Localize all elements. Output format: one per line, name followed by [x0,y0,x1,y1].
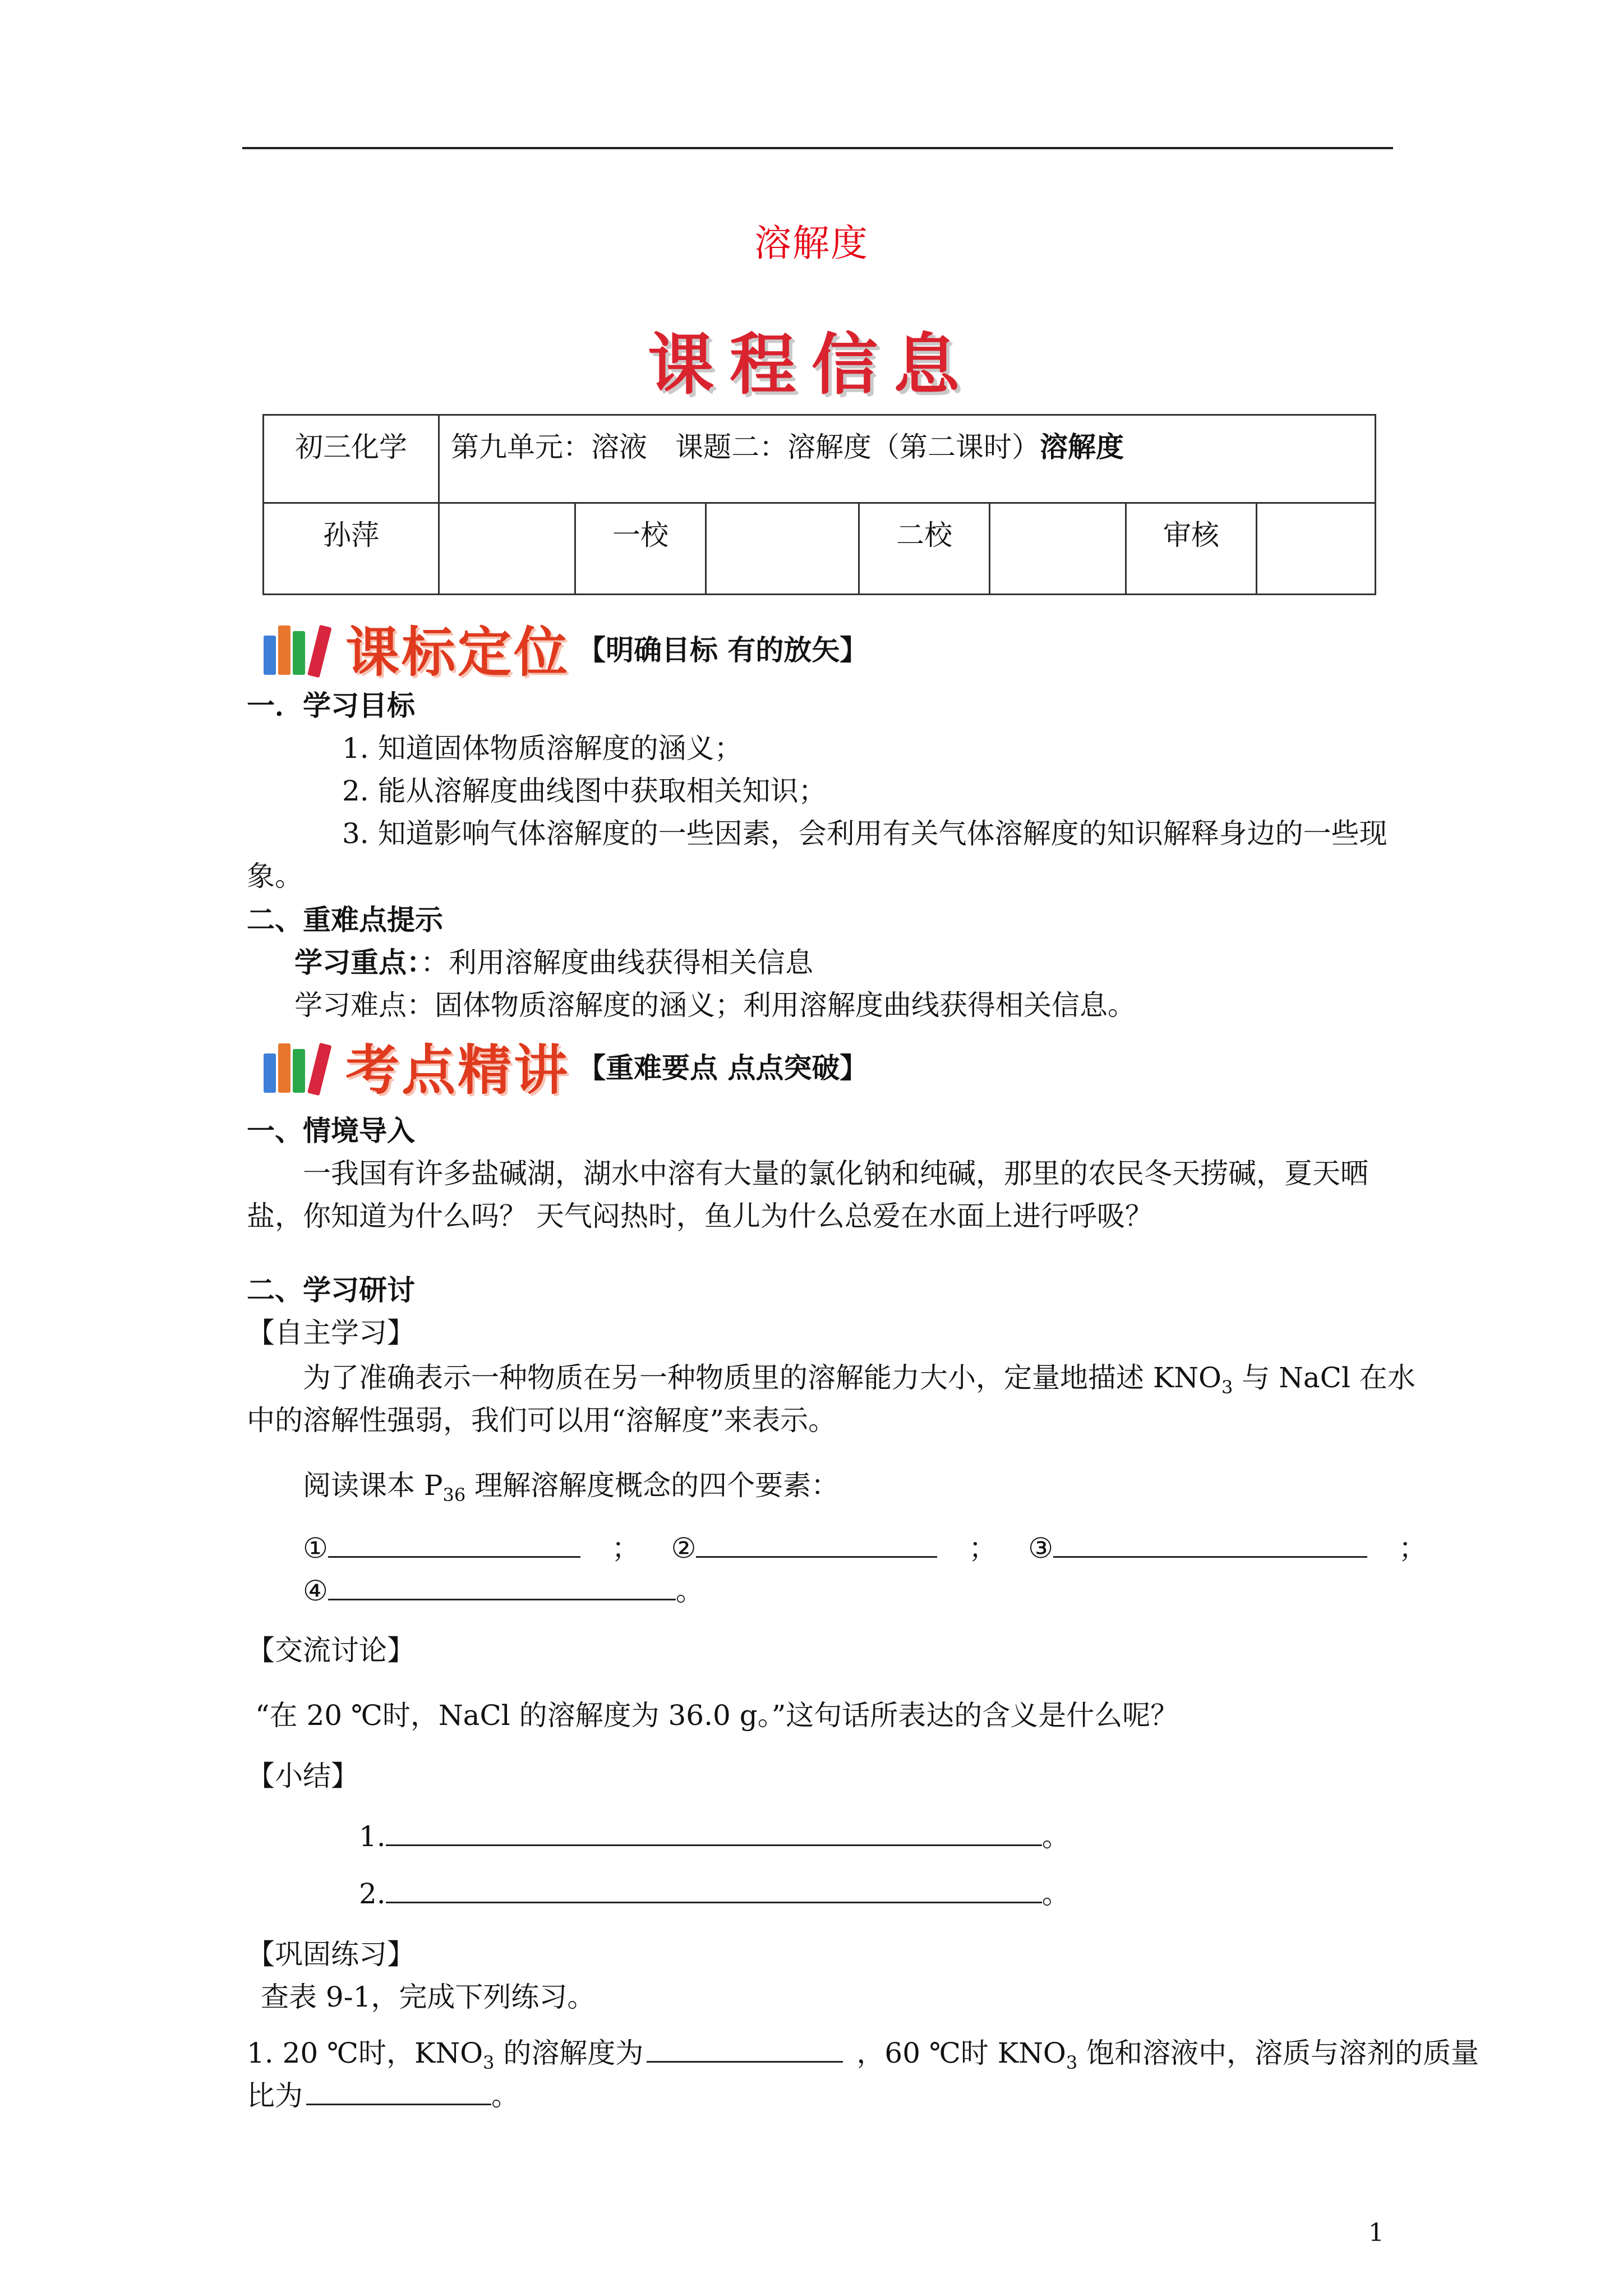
question-1-line-2 [247,2074,519,2117]
difficulty-line: 学习难点：固体物质溶解度的涵义；利用溶解度曲线获得相关信息。 [294,989,1136,1022]
section-banner-main: 考点精讲 [345,1038,570,1102]
read-text: 阅读课本 P [303,1469,443,1502]
summary-number: 1. [359,1820,386,1853]
header-rule [242,147,1393,149]
page-number: 1 [1368,2219,1384,2247]
school2-value-cell [990,503,1126,595]
separator: ； [1399,1532,1427,1565]
goals-heading: 一．学习目标 [247,689,415,722]
elements-line-1 [303,1527,1427,1570]
self-study-line: 中的溶解性强弱，我们可以用“溶解度”来表示。 [247,1404,837,1437]
marker-4: ④ [303,1575,328,1607]
summary-line-1 [359,1815,1070,1858]
summary-blank-1[interactable] [386,1819,1042,1846]
subscript: 3 [1221,1377,1233,1398]
answer-blank-2[interactable] [696,1530,937,1558]
q1-text: ，60 ℃时 KNO [856,2037,1066,2069]
author-value-cell [439,503,575,595]
focus-label: 学习重点： [294,946,421,979]
q1-text: 的溶解度为 [494,2037,644,2069]
unit-bold-text: 溶解度 [1040,430,1124,463]
page-title: 溶解度 [754,222,869,265]
keypoints-heading: 二、重难点提示 [247,904,443,936]
elements-line-2 [303,1570,704,1612]
unit-cell [439,415,1376,503]
goal-item-cont: 象。 [247,860,303,892]
period: 。 [1041,1878,1070,1910]
self-study-title: 【自主学习】 [247,1317,415,1349]
course-info-table [262,414,1376,595]
practice-title: 【巩固练习】 [247,1938,415,1971]
goal-item: 2. 能从溶解度曲线图中获取相关知识； [342,775,827,807]
period: 。 [675,1575,704,1607]
q1-text: 比为 [247,2079,303,2112]
section-banner-keypoints [264,1032,868,1102]
intro-heading: 一、情境导入 [247,1115,415,1147]
self-study-text: 为了准确表示一种物质在另一种物质里的溶解能力大小，定量地描述 KNO [303,1361,1221,1394]
books-icon [264,621,331,675]
course-info-banner [0,311,1623,407]
period: 。 [1041,1820,1070,1853]
section-banner-sub: 【明确目标 有的放矢】 [578,634,868,666]
summary-title: 【小结】 [247,1760,359,1792]
separator: ； [611,1532,640,1565]
review-cell: 审核 [1126,503,1257,595]
review-value-cell [1257,503,1376,595]
course-info-banner-text: 课程信息 [647,326,975,403]
school2-cell: 二校 [859,503,990,595]
q1-text: 1. 20 ℃时，KNO [247,2037,483,2069]
marker-1: ① [303,1532,328,1565]
books-icon [264,1039,331,1093]
intro-line: 一我国有许多盐碱湖，湖水中溶有大量的氯化钠和纯碱，那里的农民冬天捞碱，夏天晒 [303,1157,1368,1190]
period: 。 [491,2079,519,2112]
subscript: 36 [442,1484,466,1506]
answer-blank-3[interactable] [1053,1530,1367,1558]
subscript: 3 [1066,2052,1078,2073]
marker-3: ③ [1028,1532,1054,1565]
read-line [303,1464,839,1516]
discuss-text: “在 20 ℃时，NaCl 的溶解度为 36.0 g。”这句话所表达的含义是什么呢？ [255,1699,1179,1732]
answer-blank-1[interactable] [328,1530,580,1558]
author-cell: 孙萍 [264,503,439,595]
q1-text: 饱和溶液中，溶质与溶剂的质量 [1077,2037,1479,2069]
section-banner-sub: 【重难要点 点点突破】 [578,1052,868,1084]
q1-blank-2[interactable] [306,2078,491,2105]
goal-item: 1. 知道固体物质溶解度的涵义； [342,732,743,765]
practice-intro: 查表 9-1，完成下列练习。 [261,1981,596,2013]
school1-value-cell [706,503,859,595]
focus-text: ：利用溶解度曲线获得相关信息 [421,946,813,979]
discuss-title: 【交流讨论】 [247,1634,415,1667]
goal-item: 3. 知道影响气体溶解度的一些因素，会利用有关气体溶解度的知识解释身边的一些现 [342,817,1387,850]
section-banner-curriculum [264,614,868,682]
unit-text: 第九单元：溶液 课题二：溶解度（第二课时） [451,431,1040,463]
summary-line-2 [359,1872,1070,1915]
subscript: 3 [483,2052,495,2073]
q1-blank-1[interactable] [647,2035,843,2063]
read-text: 理解溶解度概念的四个要素： [465,1469,840,1502]
answer-blank-4[interactable] [328,1573,676,1600]
summary-number: 2. [359,1878,386,1910]
study-heading: 二、学习研讨 [247,1274,415,1306]
summary-blank-2[interactable] [386,1876,1042,1903]
intro-line: 盐，你知道为什么吗？ 天气闷热时，鱼儿为什么总爱在水面上进行呼吸？ [247,1200,1153,1232]
self-study-text: 与 NaCl 在水 [1233,1361,1415,1394]
section-banner-main: 课标定位 [345,620,570,684]
separator: ； [969,1532,997,1565]
school1-cell: 一校 [575,503,706,595]
marker-2: ② [671,1532,697,1565]
subject-cell: 初三化学 [264,415,439,503]
focus-line [294,941,813,984]
